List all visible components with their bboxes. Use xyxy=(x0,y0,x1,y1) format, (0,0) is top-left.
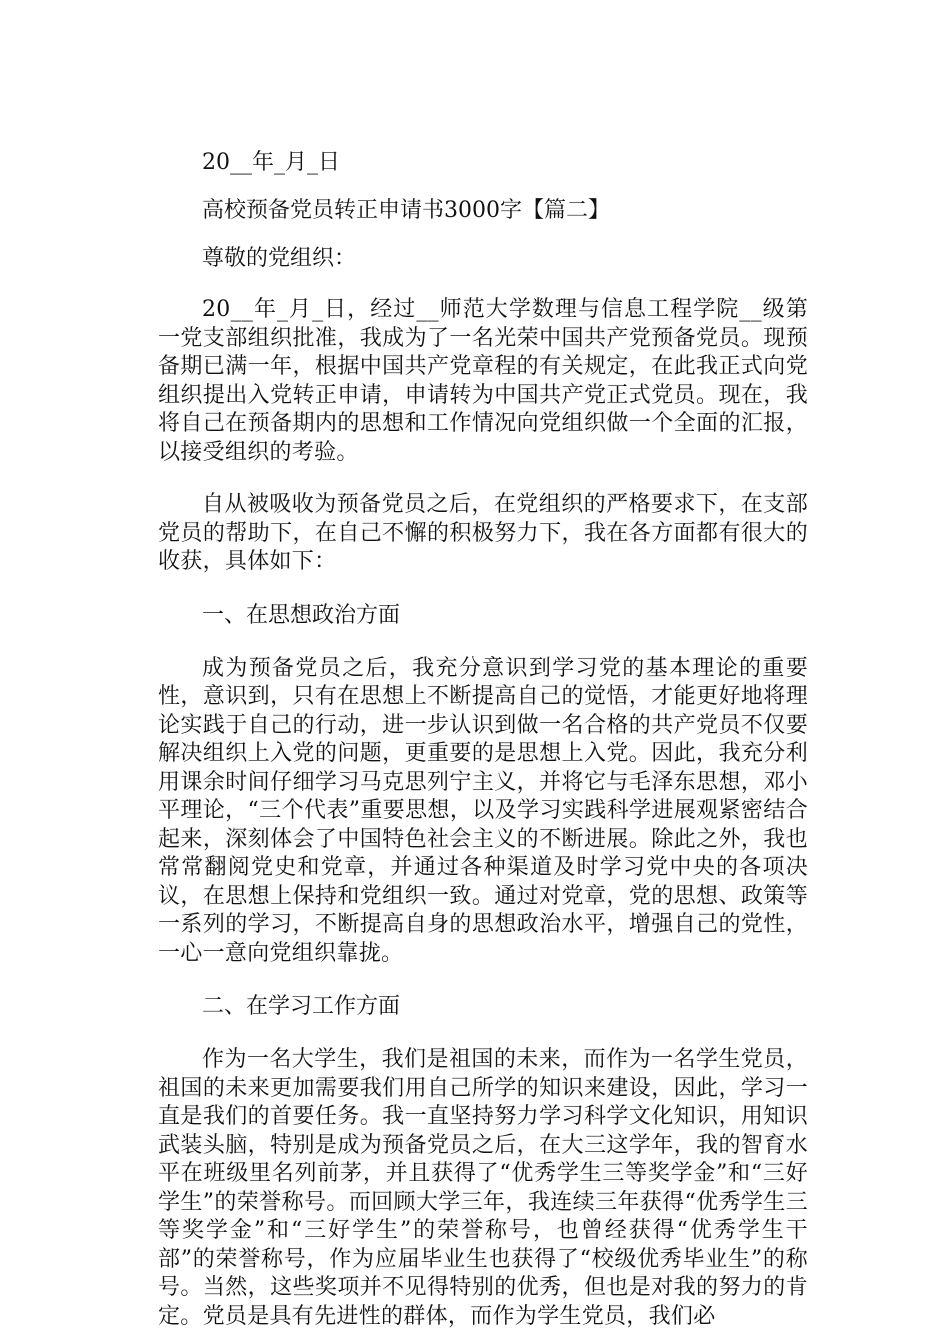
document-body xyxy=(158,148,808,1331)
paragraph-study-work: 作为一名大学生，我们是祖国的未来，而作为一名学生党员，祖国的未来更加需要我们用自己所学的知识来建设，因此，学习一直是我们的首要任务。我一直坚持努力学习科学文化知识，用知识武装头脑，特别是成为预备党员之后，在大三这学年，我的智育水平在班级里名列前茅，并且获得了“优秀学生三等奖学金”和“三好学生”的荣誉称号。而回顾大学三年，我连续三年获得“优秀学生三等奖学金”和“三好学生”的荣誉称号，也曾经获得“优秀学生干部”的荣誉称号，作为应届毕业生也获得了“校级优秀毕业生”的称号。当然，这些奖项并不见得特别的优秀，但也是对我的努力的肯定。党员是具有先进性的群体，而作为学生党员，我们必 xyxy=(158,1047,808,1329)
paragraph-intro: 20__年_月_日，经过__师范大学数理与信息工程学院__级第一党支部组织批准，我成为了一名光荣中国共产党预备党员。现预备期已满一年，根据中国共产党章程的有关规定，在此我正式向党组织提出入党转正申请，申请转为中国共产党正式党员。现在，我将自己在预备期内的思想和工作情况向党组织做一个全面的汇报，以接受组织的考验。 xyxy=(158,297,808,465)
document-title: 高校预备党员转正申请书3000字【篇二】 xyxy=(202,198,610,223)
section-heading-political: 一、在思想政治方面 xyxy=(202,602,401,628)
paragraph-political: 成为预备党员之后，我充分意识到学习党的基本理论的重要性，意识到，只有在思想上不断提高自己的觉悟，才能更好地将理论实践于自己的行动，进一步认识到做一名合格的共产党员不仅要解决组织上入党的问题，更重要的是思想上入党。因此，我充分利用课余时间仔细学习马克思列宁主义，并将它与毛泽东思想，邓小平理论，“三个代表”重要思想，以及学习实践科学进展观紧密结合起来，深刻体会了中国特色社会主义的不断进展。除此之外，我也常常翻阅党史和党章，并通过各种渠道及时学习党中央的各项决议，在思想上保持和党组织一致。通过对党章，党的思想、政策等一系列的学习，不断提高自身的思想政治水平，增强自己的党性，一心一意向党组织靠拢。 xyxy=(158,655,808,966)
paragraph-gains: 自从被吸收为预备党员之后，在党组织的严格要求下，在支部党员的帮助下，在自己不懈的积极努力下，我在各方面都有很大的收获，具体如下： xyxy=(158,492,808,574)
salutation: 尊敬的党组织： xyxy=(202,246,357,271)
date-line: 20__年_月_日 xyxy=(202,150,340,175)
section-heading-study-work: 二、在学习工作方面 xyxy=(202,994,401,1019)
